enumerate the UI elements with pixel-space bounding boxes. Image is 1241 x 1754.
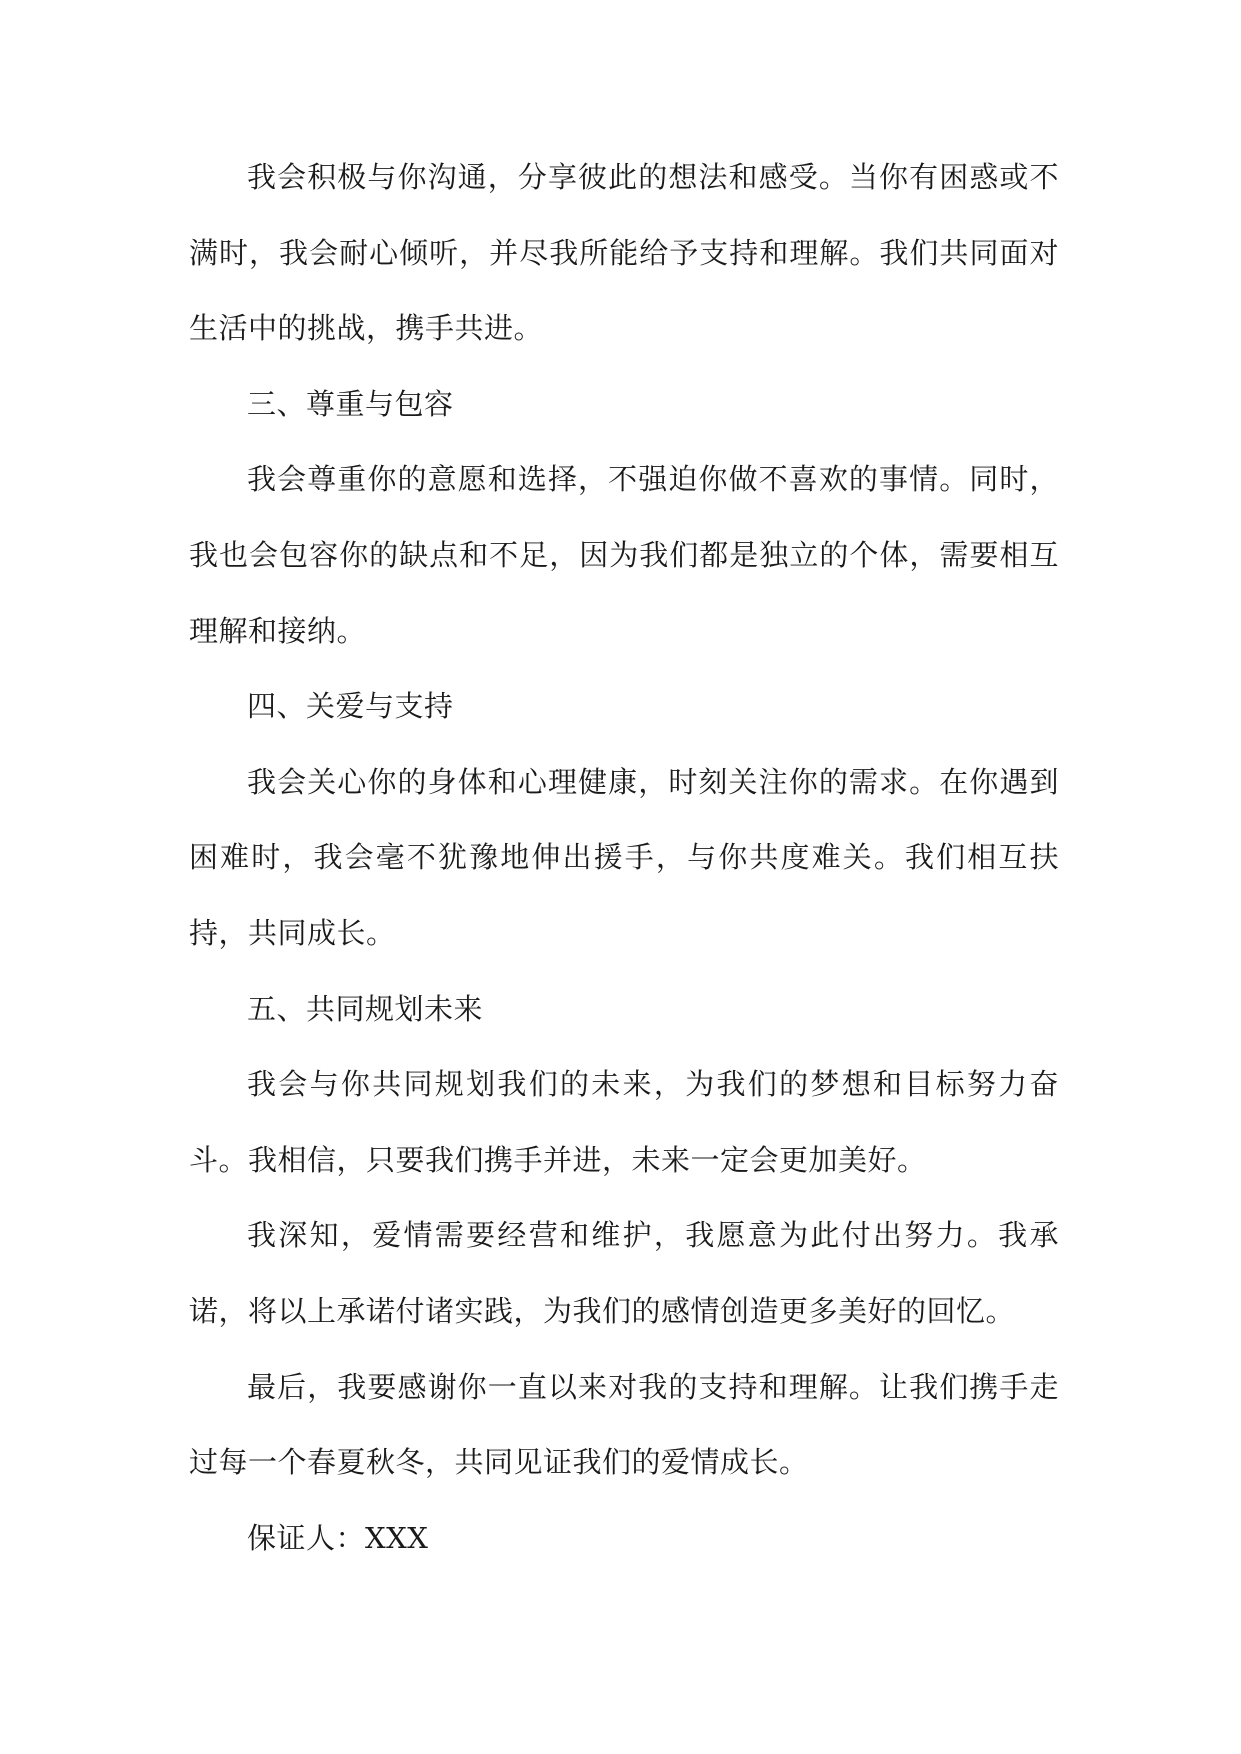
paragraph-commitment: 我深知，爱情需要经营和维护，我愿意为此付出努力。我承诺，将以上承诺付诸实践，为我们的感情创造更多美好的回忆。 (189, 1218, 1059, 1328)
paragraph-care: 我会关心你的身体和心理健康，时刻关注你的需求。在你遇到困难时，我会毫不犹豫地伸出援手，与你共度难关。我们相互扶持，共同成长。 (189, 764, 1059, 950)
paragraph-future: 我会与你共同规划我们的未来，为我们的梦想和目标努力奋斗。我相信，只要我们携手并进，未来一定会更加美好。 (189, 1067, 1059, 1177)
paragraph-communication: 我会积极与你沟通，分享彼此的想法和感受。当你有困惑或不满时，我会耐心倾听，并尽我所能给予支持和理解。我们共同面对生活中的挑战，携手共进。 (189, 160, 1059, 346)
paragraph-respect: 我会尊重你的意愿和选择，不强迫你做不喜欢的事情。同时，我也会包容你的缺点和不足，因为我们都是独立的个体，需要相互理解和接纳。 (189, 462, 1059, 648)
signature-line: 保证人：XXX (247, 1520, 429, 1555)
section-heading-respect: 三、尊重与包容 (247, 386, 454, 421)
paragraph-thanks: 最后，我要感谢你一直以来对我的支持和理解。让我们携手走过每一个春夏秋冬，共同见证我们的爱情成长。 (189, 1369, 1059, 1480)
document-body (189, 140, 1059, 1576)
section-heading-future: 五、共同规划未来 (247, 991, 484, 1026)
section-heading-care: 四、关爱与支持 (247, 689, 454, 724)
